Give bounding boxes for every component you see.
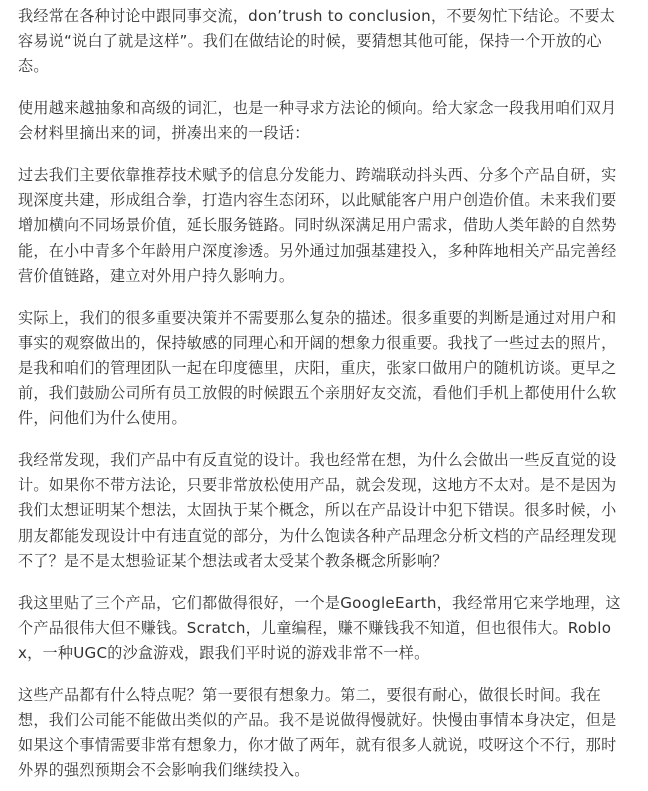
paragraph-imagination-patience: 这些产品都有什么特点呢？第一要很有想象力。第二，要很有耐心，做很长时间。我在想，我们公司能不能做出类似的产品。我不是说做得慢就好。快慢由事情本身决定，但是如果这个事情需要非常有想象力，你才做了两年，就有很多人就说，哎呀这个不行，那时外界的强烈预期会不会影响我们继续投入。 xyxy=(18,685,617,780)
paragraph-three-products: 我这里贴了三个产品，它们都做得很好，一个是GoogleEarth，我经常用它来学地理，这个产品很伟大但不赚钱。Scratch，儿童编程，赚不赚钱我不知道，但也很伟大。Roblox，一种UGC的沙盒游戏，跟我们平时说的游戏非常不一样。 xyxy=(18,593,621,662)
paragraph-user-observation: 实际上，我们的很多重要决策并不需要那么复杂的描述。很多重要的判断是通过对用户和事实的观察做出的，保持敏感的同理心和开阔的想象力很重要。我找了一些过去的照片，是我和咱们的管理团队一起在印度德里，庆阳，重庆，张家口做用户的随机访谈。更早之前，我们鼓励公司所有员工放假的时候跟五个亲朋好友交流，看他们手机上都使用什么软件，问他们为什么使用。 xyxy=(18,308,617,428)
paragraph-abstract-vocabulary: 使用越来越抽象和高级的词汇，也是一种寻求方法论的倾向。给大家念一段我用咱们双月会材料里摘出来的词，拼凑出来的一段话： xyxy=(18,99,617,143)
paragraph-counterintuitive-design: 我经常发现，我们产品中有反直觉的设计。我也经常在想，为什么会做出一些反直觉的设计。如果你不带方法论，只要非常放松使用产品，就会发现，这地方不太对。是不是因为我们太想证明某个想法，太固执于某个概念，所以在产品设计中犯下错误。很多时候，小朋友都能发现设计中有违直觉的部分，为什么饱读各种产品理念分析文档的产品经理发现不了？是不是太想验证某个想法或者太受某个教条概念所影响？ xyxy=(18,451,617,570)
paragraph-no-rush-to-conclusion: 我经常在各种讨论中跟同事交流，don’trush to conclusion，不要匆忙下结论。不要太容易说“说白了就是这样”。我们在做结论的时候，要猜想其他可能，保持一个开放的心态。 xyxy=(18,7,616,76)
paragraph-jargon-example: 过去我们主要依靠推荐技术赋予的信息分发能力、跨端联动抖头西、分多个产品自研，实现深度共建，形成组合拳，打造内容生态闭环，以此赋能客户用户创造价值。未来我们要增加横向不同场景价值，延长服务链路。同时纵深满足用户需求，借助人类年龄的自然势能，在小中青多个年龄用户深度渗透。另外通过加强基建投入，多种阵地相关产品完善经营价值链路，建立对外用户持久影响力。 xyxy=(18,166,617,285)
